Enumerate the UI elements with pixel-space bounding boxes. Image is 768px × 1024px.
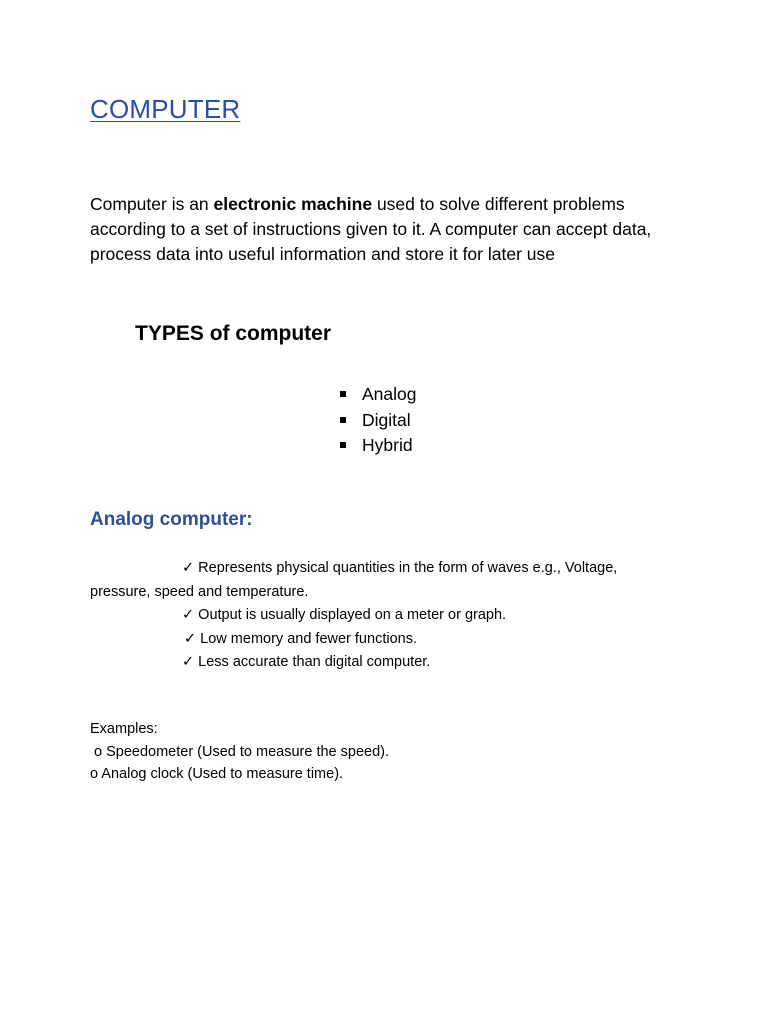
- feature-line: pressure, speed and temperature.: [90, 583, 309, 600]
- intro-paragraph: [90, 192, 690, 267]
- type-digital-label: Digital: [362, 409, 411, 430]
- types-list: [338, 382, 417, 459]
- examples-label: Examples:: [90, 721, 158, 737]
- square-bullet-icon: [340, 391, 346, 397]
- analog-features: [90, 557, 690, 675]
- feature-line: ✓ Output is usually displayed on a meter or graph.: [182, 607, 507, 623]
- intro-bold-term: electronic machine: [213, 194, 373, 214]
- page-title: COMPUTER: [90, 94, 241, 124]
- types-heading: TYPES of computer: [135, 322, 332, 345]
- examples-section: [90, 718, 690, 786]
- list-item: [338, 433, 417, 459]
- feature-line: ✓ Less accurate than digital computer.: [182, 654, 431, 670]
- type-hybrid-label: Hybrid: [362, 435, 413, 455]
- example-item: o Analog clock (Used to measure time).: [90, 766, 344, 782]
- feature-line: ✓ Represents physical quantities in the form of waves e.g., Voltage,: [182, 560, 618, 576]
- intro-text-start: Computer is an: [90, 194, 214, 214]
- intro-text-end: used to solve different problems according to a set of instructions given to it. A computer can accept data, process data into useful information and store it for later use: [90, 194, 652, 264]
- square-bullet-icon: [340, 417, 346, 423]
- list-item: [338, 408, 417, 434]
- example-item: o Speedometer (Used to measure the speed).: [94, 743, 389, 760]
- square-bullet-icon: [340, 442, 346, 448]
- list-item: [338, 382, 417, 408]
- feature-line: ✓ Low memory and fewer functions.: [184, 630, 417, 647]
- analog-computer-heading: Analog computer:: [90, 509, 253, 530]
- type-analog-label: Analog: [362, 384, 417, 404]
